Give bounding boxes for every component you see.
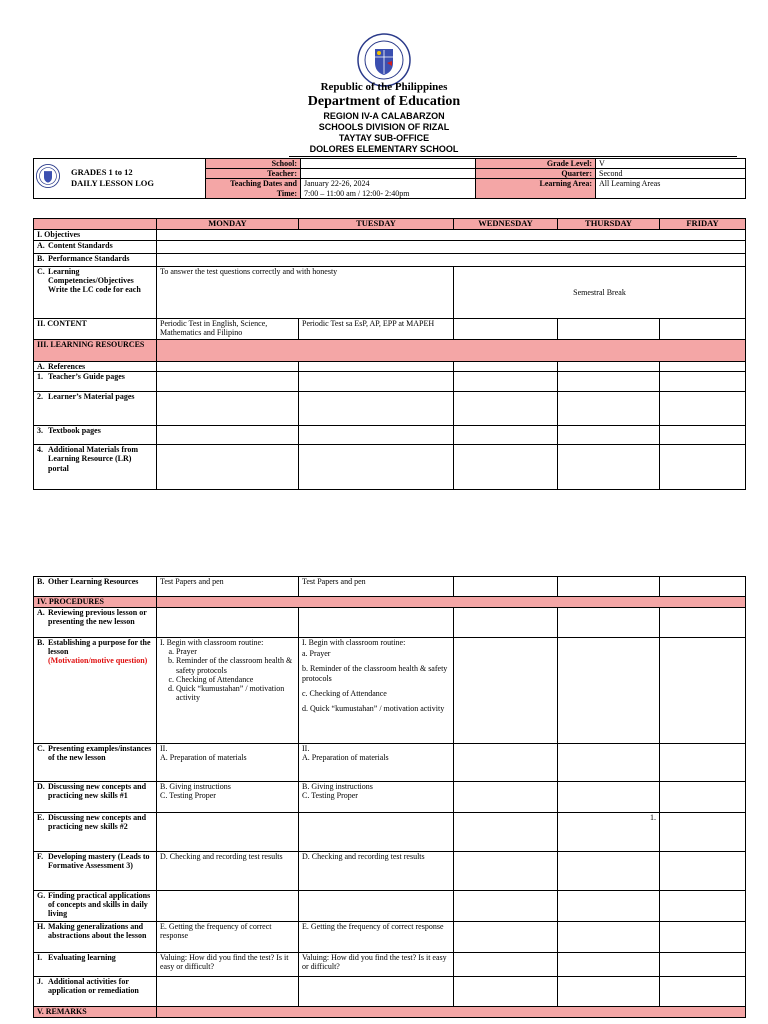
- lesson-log-info: [33, 158, 746, 199]
- teacher-value: [301, 169, 476, 179]
- procedure-a-label: A. Reviewing previous lesson or presenting the new lesson: [34, 608, 157, 638]
- header-rule: [289, 156, 737, 157]
- additional-materials-label: 4. Additional Materials from Learning Resource (LR) portal: [34, 445, 157, 490]
- region-heading: REGION IV-A CALABARZON: [323, 111, 445, 121]
- textbook-pages-label: 3. Textbook pages: [34, 426, 157, 445]
- republic-heading: Republic of the Philippines: [320, 81, 448, 93]
- other-resources-tuesday: Test Papers and pen: [299, 577, 454, 597]
- checking-monday: D. Checking and recording test results: [157, 852, 299, 891]
- grade-label: Grade Level:: [476, 159, 596, 169]
- objectives-label: I. Objectives: [34, 230, 157, 241]
- day-tuesday: TUESDAY: [299, 219, 454, 230]
- learners-material-label: 2. Learner’s Material pages: [34, 392, 157, 426]
- procedure-f-label: F. Developing mastery (Leads to Formative Assessment 3): [34, 852, 157, 891]
- school-label: School:: [206, 159, 301, 169]
- school-value: [301, 159, 476, 169]
- valuing-tuesday: Valuing: How did you find the test? Is it easy or difficult?: [299, 953, 454, 977]
- routine-tuesday: I. Begin with classroom routine: a. Prayer b. Reminder of the classroom health & safety protocols c. Checking of Attendance d. Quick “kumustahan” / motivation activity: [299, 638, 454, 744]
- presenting-monday: II. A. Preparation of materials: [157, 744, 299, 782]
- procedure-b-label: B. Establishing a purpose for the lesson (Motivation/motive question): [34, 638, 157, 744]
- grade-value: V: [596, 159, 746, 169]
- day-thursday: THURSDAY: [558, 219, 660, 230]
- lesson-table-part2: [33, 576, 746, 1018]
- log-title-line1: GRADES 1 to 12: [71, 166, 133, 177]
- dates-label: Teaching Dates and Time:: [206, 179, 301, 198]
- day-friday: FRIDAY: [660, 219, 746, 230]
- quarter-value: Second: [596, 169, 746, 179]
- discussing-monday: B. Giving instructions C. Testing Proper: [157, 782, 299, 813]
- teacher-label: Teacher:: [206, 169, 301, 179]
- motivation-note: (Motivation/motive question): [48, 656, 148, 666]
- area-label: Learning Area:: [476, 179, 596, 198]
- department-heading: Department of Education: [307, 94, 461, 109]
- procedure-i-label: I. Evaluating learning: [34, 953, 157, 977]
- valuing-monday: Valuing: How did you find the test? Is it easy or difficult?: [157, 953, 299, 977]
- school-heading: DOLORES ELEMENTARY SCHOOL: [309, 144, 459, 154]
- frequency-tuesday: E. Getting the frequency of correct response: [299, 922, 454, 953]
- area-value: All Learning Areas: [596, 179, 746, 198]
- content-standards-label: A. Content Standards: [34, 241, 157, 254]
- performance-standards-label: B. Performance Standards: [34, 254, 157, 267]
- content-tuesday: Periodic Test sa EsP, AP, EPP at MAPEH: [299, 319, 454, 340]
- procedure-d-label: D. Discussing new concepts and practicing new skills #1: [34, 782, 157, 813]
- other-resources-monday: Test Papers and pen: [157, 577, 299, 597]
- deped-seal-small-icon: [36, 164, 60, 188]
- procedure-c-label: C. Presenting examples/instances of the new lesson: [34, 744, 157, 782]
- lc-monday-tuesday: To answer the test questions correctly and with honesty: [157, 267, 454, 319]
- lesson-table-part1: [33, 218, 746, 490]
- learning-resources-label: III. LEARNING RESOURCES: [34, 340, 157, 362]
- corner-cell: [34, 219, 157, 230]
- procedure-h-label: H. Making generalizations and abstractions about the lesson: [34, 922, 157, 953]
- semestral-break: Semestral Break: [454, 267, 746, 319]
- references-label: A. References: [34, 362, 157, 372]
- routine-monday: I. Begin with classroom routine: a. Prayer b. Reminder of the classroom health & safety protocols c. Checking of Attendance d. Quick “kumustahan” / motivation activity: [157, 638, 299, 744]
- checking-tuesday: D. Checking and recording test results: [299, 852, 454, 891]
- dates-value: January 22-26, 2024: [304, 179, 370, 189]
- procedure-e-label: E. Discussing new concepts and practicing new skills #2: [34, 813, 157, 852]
- procedure-j-label: J. Additional activities for application or remediation: [34, 977, 157, 1007]
- quarter-label: Quarter:: [476, 169, 596, 179]
- suboffice-heading: TAYTAY SUB-OFFICE: [338, 133, 430, 143]
- presenting-tuesday: II. A. Preparation of materials: [299, 744, 454, 782]
- time-value: 7:00 – 11:00 am / 12:00- 2:40pm: [304, 188, 410, 198]
- learning-competencies-label: C. Learning Competencies/Objectives Write the LC code for each: [34, 267, 157, 319]
- frequency-monday: E. Getting the frequency of correct response: [157, 922, 299, 953]
- teachers-guide-label: 1. Teacher’s Guide pages: [34, 372, 157, 392]
- procedure-e-thursday-mark: 1.: [558, 813, 660, 852]
- day-wednesday: WEDNESDAY: [454, 219, 558, 230]
- procedure-g-label: G. Finding practical applications of concepts and skills in daily living: [34, 891, 157, 922]
- log-title-cell: [34, 159, 206, 199]
- discussing-tuesday: B. Giving instructions C. Testing Proper: [299, 782, 454, 813]
- dates-value-cell: [301, 179, 476, 198]
- deped-seal-icon: [357, 33, 411, 87]
- content-label: II. CONTENT: [34, 319, 157, 340]
- remarks-label: V. REMARKS: [34, 1007, 157, 1018]
- division-heading: SCHOOLS DIVISION OF RIZAL: [318, 122, 450, 132]
- content-monday: Periodic Test in English, Science, Mathematics and Filipino: [157, 319, 299, 340]
- day-monday: MONDAY: [157, 219, 299, 230]
- procedures-label: IV. PROCEDURES: [34, 597, 157, 608]
- log-title-line2: DAILY LESSON LOG: [71, 178, 154, 189]
- other-resources-label: B. Other Learning Resources: [34, 577, 157, 597]
